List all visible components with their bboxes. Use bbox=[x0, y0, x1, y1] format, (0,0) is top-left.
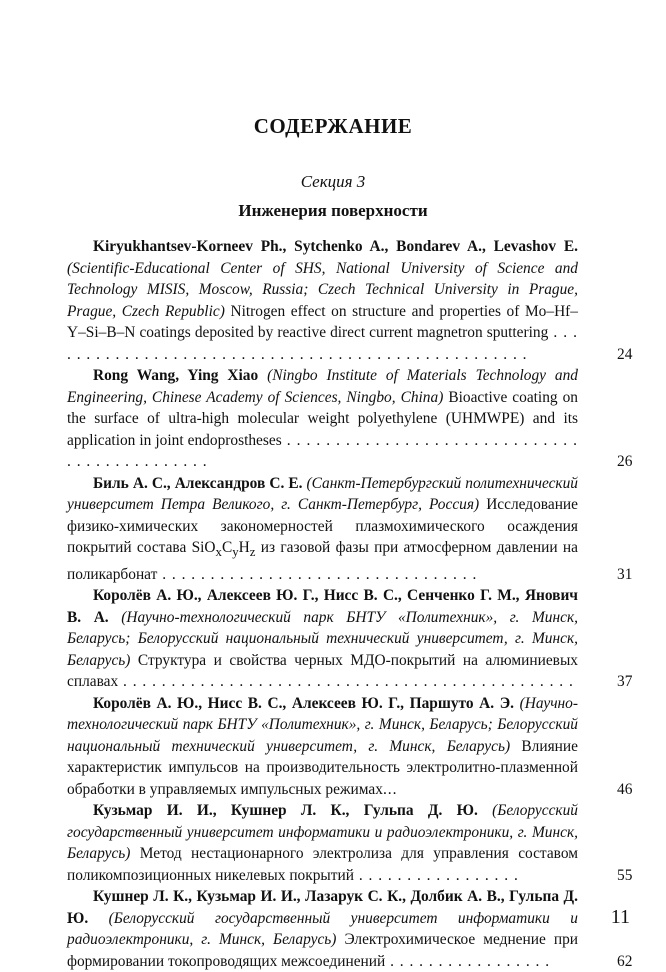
entry-page-number: 37 bbox=[617, 673, 633, 691]
dot-leader: . . . . . . . . . . . . . . . . . . . . . . . . . . . . . . . . . . . . . . . . . . . . . . . . . . . bbox=[67, 324, 578, 363]
dot-leader: . . . . . . . . . . . . . . . . . . . . . . . . . . . . . . . . . . . . . . . . . . . . . . . bbox=[118, 673, 574, 691]
formula-subscript: z bbox=[249, 545, 256, 560]
toc-entry[interactable] bbox=[67, 800, 633, 886]
toc-entry[interactable] bbox=[67, 365, 633, 473]
formula-element: H bbox=[238, 539, 250, 556]
formula-subscript: y bbox=[232, 545, 239, 560]
entry-affiliation: (Научно-технологический парк БНТУ «Политехник», г. Минск, Беларусь; Белорусский национальный технический университет, г. Минск, Беларусь) bbox=[67, 694, 578, 755]
formula-subscript: x bbox=[215, 545, 222, 560]
entry-page-number: 62 bbox=[617, 952, 633, 970]
toc-entry[interactable] bbox=[67, 693, 633, 801]
formula-element: C bbox=[221, 539, 233, 556]
entry-title: Nitrogen effect on structure and properties of Mo–Hf–Y–Si–B–N coatings deposited by reactive direct current magnetron sputtering bbox=[67, 302, 579, 341]
dot-leader: . . . . . . . . . . . . . . . . . bbox=[353, 866, 519, 884]
section-label: Секция 3 bbox=[300, 172, 366, 191]
entry-authors: Kiryukhantsev-Korneev Ph., Sytchenko A., Bondarev A., Levashov E. bbox=[93, 238, 578, 255]
page-title: СОДЕРЖАНИЕ bbox=[253, 114, 413, 138]
page-number: 11 bbox=[610, 906, 630, 928]
entry-title: Метод нестационарного электролиза для управления составом поликомпозиционных никелевых покрытий bbox=[67, 845, 578, 884]
toc-entry[interactable] bbox=[67, 473, 633, 586]
entry-affiliation: (Белорусский государственный университет информатики и радиоэлектроники, г. Минск, Беларусь) bbox=[67, 802, 578, 863]
entry-affiliation: (Санкт-Петербургский политехнический университет Петра Великого, г. Санкт-Петербург, Россия) bbox=[67, 474, 578, 513]
toc-entry[interactable] bbox=[67, 236, 633, 365]
entry-page-number: 46 bbox=[617, 780, 633, 798]
entry-page-number: 55 bbox=[617, 866, 633, 884]
title-text: Исследование физико-химических закономерностей плазмохимического осаждения покрытий состава SiO bbox=[67, 496, 578, 556]
entry-authors: Королёв А. Ю., Алексеев Ю. Г., Нисс В. С., Сенченко Г. М., Янович В. А. bbox=[67, 587, 578, 626]
entry-title: Влияние характеристик импульсов на производительность электролитно-плазменной обработки в управляемых импульсных режимах bbox=[67, 737, 578, 798]
title-text: из газовой фазы при атмосферном давлении на поликарбонат bbox=[67, 539, 578, 583]
entry-affiliation: (Scientific-Educational Center of SHS, National University of Science and Technology MISIS, Moscow, Russia; Czech Technical University in Prague, Prague, Czech Republic) bbox=[67, 259, 578, 320]
dot-leader: . . . . . . . . . . . . . . . . . bbox=[385, 952, 551, 970]
entry-affiliation: (Научно-технологический парк БНТУ «Политехник», г. Минск, Беларусь; Белорусский национальный технический университет, г. Минск, Беларусь) bbox=[67, 608, 578, 669]
toc-entry[interactable] bbox=[67, 585, 633, 693]
entry-page-number: 26 bbox=[617, 453, 633, 470]
dot-leader: ... bbox=[382, 780, 398, 798]
entry-title: Структура и свойства черных МДО-покрытий на алюминиевых сплавах bbox=[67, 651, 578, 691]
entry-authors: Кузьмар И. И., Кушнер Л. К., Гульпа Д. Ю. bbox=[93, 802, 478, 820]
entry-authors: Биль А. С., Александров С. Е. bbox=[93, 474, 303, 492]
dot-leader: . . . . . . . . . . . . . . . . . . . . . . . . . . . . . . . . . . . . . . . . . . . . . bbox=[67, 431, 579, 470]
entry-page-number: 31 bbox=[617, 565, 633, 583]
entry-affiliation: (Ningbo Institute of Materials Technology and Engineering, Chinese Academy of Sciences, Ningbo, China) bbox=[67, 367, 578, 406]
entry-authors: Rong Wang, Ying Xiao bbox=[93, 367, 259, 384]
entry-title: Электрохимическое меднение при формировании токопроводящих межсоединений bbox=[67, 931, 579, 970]
entry-page-number: 24 bbox=[617, 345, 633, 363]
entry-title: Bioactive coating on the surface of ultra-high molecular weight polyethylene (UHMWPE) and its application in joint endoprostheses bbox=[67, 388, 578, 449]
entry-authors: Кушнер Л. К., Кузьмар И. И., Лазарук С. К., Долбик А. В., Гульпа Д. Ю. bbox=[67, 888, 578, 927]
dot-leader: . . . . . . . . . . . . . . . . . . . . . . . . . . . . . . . . . bbox=[157, 565, 478, 583]
section-title: Инженерия поверхности bbox=[238, 201, 428, 220]
entry-authors: Королёв А. Ю., Нисс В. С., Алексеев Ю. Г., Паршуто А. Э. bbox=[93, 694, 515, 712]
entry-affiliation: (Белорусский государственный университет информатики и радиоэлектроники, г. Минск, Беларусь) bbox=[67, 909, 578, 949]
